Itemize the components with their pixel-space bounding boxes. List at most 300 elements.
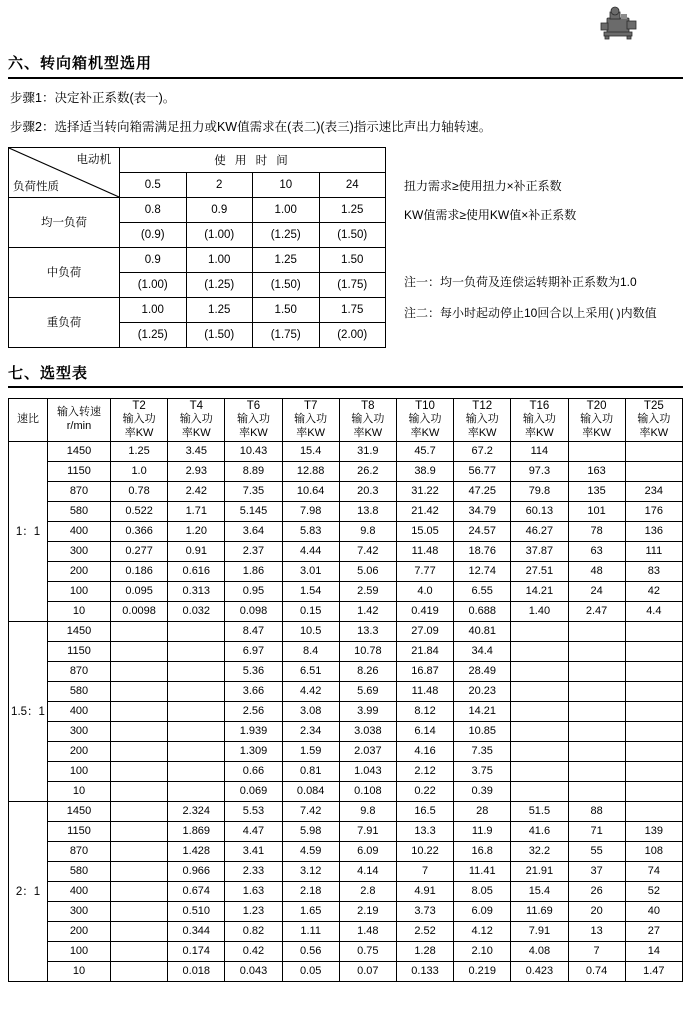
coef-header-row bbox=[9, 147, 386, 172]
power-cell: 7.42 bbox=[339, 541, 396, 561]
power-cell: 0.043 bbox=[225, 961, 282, 981]
model-name: T20 bbox=[586, 399, 607, 412]
power-cell: 8.89 bbox=[225, 461, 282, 481]
coef-cell-paren: (2.00) bbox=[319, 322, 386, 347]
power-cell: 10.78 bbox=[339, 641, 396, 661]
coef-cell: 1.50 bbox=[319, 247, 386, 272]
power-cell: 28 bbox=[454, 801, 511, 821]
coef-cell: 1.75 bbox=[319, 297, 386, 322]
step-2-text: 步骤2：选择适当转向箱需满足扭力或KW值需求在(表二)(表三)指示速比声出力轴转速。 bbox=[10, 119, 492, 134]
rpm-cell: 1450 bbox=[48, 441, 111, 461]
rpm-cell: 200 bbox=[48, 561, 111, 581]
power-cell bbox=[625, 741, 682, 761]
power-cell: 9.8 bbox=[339, 521, 396, 541]
rpm-cell: 1450 bbox=[48, 801, 111, 821]
table-row bbox=[9, 721, 683, 741]
power-cell bbox=[511, 721, 568, 741]
power-cell: 6.14 bbox=[396, 721, 453, 741]
power-cell: 38.9 bbox=[396, 461, 453, 481]
power-cell: 20.3 bbox=[339, 481, 396, 501]
power-cell bbox=[568, 761, 625, 781]
coef-cell: 1.50 bbox=[253, 297, 320, 322]
power-cell: 176 bbox=[625, 501, 682, 521]
power-cell: 0.22 bbox=[396, 781, 453, 801]
coef-row-0-main bbox=[9, 197, 386, 222]
power-cell: 0.366 bbox=[111, 521, 168, 541]
power-cell bbox=[111, 661, 168, 681]
power-cell: 0.688 bbox=[454, 601, 511, 621]
power-cell: 63 bbox=[568, 541, 625, 561]
power-cell bbox=[625, 701, 682, 721]
table-row bbox=[9, 621, 683, 641]
power-cell bbox=[625, 641, 682, 661]
power-cell: 7.35 bbox=[225, 481, 282, 501]
power-cell: 4.08 bbox=[511, 941, 568, 961]
table-row bbox=[9, 761, 683, 781]
coef-usetime-header: 使 用 时 间 bbox=[120, 147, 386, 172]
header-model-3 bbox=[282, 398, 339, 441]
power-cell: 26.2 bbox=[339, 461, 396, 481]
model-unit: 输入功 率KW bbox=[122, 412, 156, 439]
coef-cell: 0.9 bbox=[186, 197, 253, 222]
power-cell: 11.9 bbox=[454, 821, 511, 841]
power-cell bbox=[625, 761, 682, 781]
power-cell: 52 bbox=[625, 881, 682, 901]
power-cell: 2.18 bbox=[282, 881, 339, 901]
coef-cell-paren: (1.50) bbox=[253, 272, 320, 297]
power-cell: 3.08 bbox=[282, 701, 339, 721]
power-cell: 11.48 bbox=[396, 681, 453, 701]
power-cell: 1.48 bbox=[339, 921, 396, 941]
power-cell: 13.3 bbox=[396, 821, 453, 841]
power-cell: 10.43 bbox=[225, 441, 282, 461]
table-row bbox=[9, 481, 683, 501]
coef-cell: 0.9 bbox=[120, 247, 187, 272]
coef-cell-paren: (1.25) bbox=[253, 222, 320, 247]
header-ratio: 速比 bbox=[9, 398, 48, 441]
table-row bbox=[9, 961, 683, 981]
power-cell: 27 bbox=[625, 921, 682, 941]
power-cell: 13.8 bbox=[339, 501, 396, 521]
power-cell: 139 bbox=[625, 821, 682, 841]
coef-cell-paren: (1.75) bbox=[253, 322, 320, 347]
header-model-6 bbox=[454, 398, 511, 441]
power-cell: 4.47 bbox=[225, 821, 282, 841]
coef-corner-cell bbox=[9, 147, 120, 197]
header-model-8 bbox=[568, 398, 625, 441]
power-cell bbox=[111, 621, 168, 641]
model-name: T12 bbox=[472, 399, 493, 412]
coef-corner-load-label: 负荷性质 bbox=[13, 180, 59, 193]
power-cell: 34.4 bbox=[454, 641, 511, 661]
power-cell: 0.522 bbox=[111, 501, 168, 521]
table-row bbox=[9, 581, 683, 601]
power-cell: 0.674 bbox=[168, 881, 225, 901]
power-cell: 40.81 bbox=[454, 621, 511, 641]
power-cell: 3.01 bbox=[282, 561, 339, 581]
ratio-cell: 1：1 bbox=[9, 441, 48, 621]
coef-cell-paren: (1.00) bbox=[120, 272, 187, 297]
power-cell bbox=[111, 881, 168, 901]
power-cell: 1.23 bbox=[225, 901, 282, 921]
power-cell: 7.42 bbox=[282, 801, 339, 821]
coef-cell-paren: (1.25) bbox=[120, 322, 187, 347]
power-cell: 1.42 bbox=[339, 601, 396, 621]
power-cell: 1.65 bbox=[282, 901, 339, 921]
model-name: T7 bbox=[303, 399, 318, 412]
table-row bbox=[9, 921, 683, 941]
rpm-cell: 300 bbox=[48, 721, 111, 741]
power-cell: 42 bbox=[625, 581, 682, 601]
coef-cell-paren: (1.00) bbox=[186, 222, 253, 247]
power-cell: 14 bbox=[625, 941, 682, 961]
power-cell bbox=[111, 921, 168, 941]
power-cell bbox=[111, 761, 168, 781]
power-cell: 31.22 bbox=[396, 481, 453, 501]
coef-row-label-1: 中负荷 bbox=[9, 247, 120, 297]
logo-row bbox=[0, 0, 691, 52]
power-cell: 5.145 bbox=[225, 501, 282, 521]
power-cell: 163 bbox=[568, 461, 625, 481]
rpm-cell: 870 bbox=[48, 481, 111, 501]
header-rpm-line1: 输入转速 bbox=[57, 405, 101, 418]
model-name: T25 bbox=[643, 399, 664, 412]
table-row bbox=[9, 881, 683, 901]
header-rpm bbox=[48, 398, 111, 441]
power-cell bbox=[568, 441, 625, 461]
rpm-cell: 10 bbox=[48, 961, 111, 981]
power-cell: 24 bbox=[568, 581, 625, 601]
step-1-text: 步骤1：决定补正系数(表一)。 bbox=[10, 91, 176, 105]
coef-row-label-0: 均一负荷 bbox=[9, 197, 120, 247]
section-6-rule bbox=[8, 77, 683, 79]
power-cell: 26 bbox=[568, 881, 625, 901]
coef-cell-paren: (1.75) bbox=[319, 272, 386, 297]
power-cell: 8.26 bbox=[339, 661, 396, 681]
power-cell: 3.99 bbox=[339, 701, 396, 721]
power-cell: 0.966 bbox=[168, 861, 225, 881]
section-7-heading: 七、选型表 bbox=[8, 364, 89, 382]
power-cell: 2.037 bbox=[339, 741, 396, 761]
rpm-cell: 1450 bbox=[48, 621, 111, 641]
power-cell: 2.8 bbox=[339, 881, 396, 901]
power-cell bbox=[511, 621, 568, 641]
power-cell: 27.09 bbox=[396, 621, 453, 641]
power-cell: 5.06 bbox=[339, 561, 396, 581]
coef-cell-paren: (0.9) bbox=[120, 222, 187, 247]
model-unit: 输入功 率KW bbox=[522, 412, 556, 439]
rpm-cell: 870 bbox=[48, 841, 111, 861]
power-cell: 0.39 bbox=[454, 781, 511, 801]
table-row bbox=[9, 821, 683, 841]
table-row bbox=[9, 521, 683, 541]
power-cell: 56.77 bbox=[454, 461, 511, 481]
coef-time-0: 0.5 bbox=[120, 172, 187, 197]
power-cell bbox=[168, 641, 225, 661]
power-cell: 3.12 bbox=[282, 861, 339, 881]
power-cell: 0.81 bbox=[282, 761, 339, 781]
power-cell bbox=[625, 461, 682, 481]
header-model-5 bbox=[396, 398, 453, 441]
power-cell bbox=[168, 761, 225, 781]
power-cell: 2.37 bbox=[225, 541, 282, 561]
table-row bbox=[9, 781, 683, 801]
note-kw: KW值需求≥使用KW值×补正系数 bbox=[404, 207, 577, 222]
power-cell: 45.7 bbox=[396, 441, 453, 461]
power-cell: 0.42 bbox=[225, 941, 282, 961]
power-cell: 83 bbox=[625, 561, 682, 581]
power-cell: 27.51 bbox=[511, 561, 568, 581]
power-cell: 12.74 bbox=[454, 561, 511, 581]
power-cell bbox=[111, 641, 168, 661]
power-cell: 7.98 bbox=[282, 501, 339, 521]
power-cell: 2.59 bbox=[339, 581, 396, 601]
power-cell: 1.40 bbox=[511, 601, 568, 621]
table-row bbox=[9, 561, 683, 581]
power-cell: 3.038 bbox=[339, 721, 396, 741]
power-cell: 4.59 bbox=[282, 841, 339, 861]
power-cell: 88 bbox=[568, 801, 625, 821]
ratio-cell: 1.5：1 bbox=[9, 621, 48, 801]
coefficient-table bbox=[8, 147, 386, 348]
header-model-4 bbox=[339, 398, 396, 441]
power-cell: 55 bbox=[568, 841, 625, 861]
header-model-2 bbox=[225, 398, 282, 441]
power-cell: 3.64 bbox=[225, 521, 282, 541]
power-cell: 0.186 bbox=[111, 561, 168, 581]
power-cell: 97.3 bbox=[511, 461, 568, 481]
note-1: 注一：均一负荷及连偿运转期补正系数为1.0 bbox=[404, 274, 637, 289]
power-cell: 0.75 bbox=[339, 941, 396, 961]
power-cell: 4.44 bbox=[282, 541, 339, 561]
power-cell: 7.91 bbox=[511, 921, 568, 941]
coef-time-1: 2 bbox=[186, 172, 253, 197]
power-cell: 1.86 bbox=[225, 561, 282, 581]
power-cell: 108 bbox=[625, 841, 682, 861]
power-cell bbox=[568, 741, 625, 761]
power-cell bbox=[625, 621, 682, 641]
power-cell bbox=[625, 721, 682, 741]
power-cell: 0.56 bbox=[282, 941, 339, 961]
rpm-cell: 1150 bbox=[48, 821, 111, 841]
header-model-0 bbox=[111, 398, 168, 441]
power-cell: 15.4 bbox=[511, 881, 568, 901]
power-cell bbox=[568, 641, 625, 661]
power-cell: 2.52 bbox=[396, 921, 453, 941]
power-cell: 41.6 bbox=[511, 821, 568, 841]
gearbox-logo-icon bbox=[597, 4, 643, 46]
power-cell bbox=[111, 781, 168, 801]
power-cell bbox=[111, 681, 168, 701]
power-cell: 1.939 bbox=[225, 721, 282, 741]
power-cell bbox=[511, 761, 568, 781]
rpm-cell: 10 bbox=[48, 781, 111, 801]
power-cell: 1.54 bbox=[282, 581, 339, 601]
model-unit: 输入功 率KW bbox=[637, 412, 671, 439]
rpm-cell: 1150 bbox=[48, 461, 111, 481]
rpm-cell: 1150 bbox=[48, 641, 111, 661]
coef-cell: 1.00 bbox=[253, 197, 320, 222]
rpm-cell: 580 bbox=[48, 501, 111, 521]
power-cell: 111 bbox=[625, 541, 682, 561]
power-cell bbox=[111, 741, 168, 761]
power-cell: 5.69 bbox=[339, 681, 396, 701]
power-cell: 13 bbox=[568, 921, 625, 941]
coef-row-2-main bbox=[9, 297, 386, 322]
section-7-rule bbox=[8, 386, 683, 388]
power-cell bbox=[568, 621, 625, 641]
table-row bbox=[9, 501, 683, 521]
power-cell: 67.2 bbox=[454, 441, 511, 461]
power-cell: 1.20 bbox=[168, 521, 225, 541]
power-cell: 28.49 bbox=[454, 661, 511, 681]
power-cell: 6.55 bbox=[454, 581, 511, 601]
power-cell: 20 bbox=[568, 901, 625, 921]
selection-table-body bbox=[9, 441, 683, 981]
power-cell bbox=[625, 801, 682, 821]
power-cell: 78 bbox=[568, 521, 625, 541]
power-cell: 0.095 bbox=[111, 581, 168, 601]
power-cell: 3.45 bbox=[168, 441, 225, 461]
coef-time-3: 24 bbox=[319, 172, 386, 197]
power-cell: 0.098 bbox=[225, 601, 282, 621]
coef-cell: 1.25 bbox=[319, 197, 386, 222]
power-cell: 5.53 bbox=[225, 801, 282, 821]
power-cell bbox=[111, 721, 168, 741]
power-cell: 6.97 bbox=[225, 641, 282, 661]
power-cell: 5.98 bbox=[282, 821, 339, 841]
table-row bbox=[9, 901, 683, 921]
power-cell: 4.4 bbox=[625, 601, 682, 621]
power-cell: 14.21 bbox=[511, 581, 568, 601]
model-name: T4 bbox=[189, 399, 203, 412]
power-cell: 51.5 bbox=[511, 801, 568, 821]
power-cell: 1.428 bbox=[168, 841, 225, 861]
table-row bbox=[9, 441, 683, 461]
power-cell: 0.419 bbox=[396, 601, 453, 621]
header-rpm-line2: r/min bbox=[66, 419, 92, 432]
power-cell: 10.85 bbox=[454, 721, 511, 741]
coef-cell-paren: (1.50) bbox=[319, 222, 386, 247]
coef-cell: 0.8 bbox=[120, 197, 187, 222]
model-unit: 输入功 率KW bbox=[580, 412, 614, 439]
power-cell: 11.41 bbox=[454, 861, 511, 881]
power-cell: 0.0098 bbox=[111, 601, 168, 621]
power-cell: 16.5 bbox=[396, 801, 453, 821]
power-cell: 32.2 bbox=[511, 841, 568, 861]
power-cell: 40 bbox=[625, 901, 682, 921]
power-cell: 16.87 bbox=[396, 661, 453, 681]
coef-cell-paren: (1.25) bbox=[186, 272, 253, 297]
power-cell: 9.8 bbox=[339, 801, 396, 821]
coef-cell: 1.25 bbox=[186, 297, 253, 322]
power-cell: 0.07 bbox=[339, 961, 396, 981]
power-cell: 0.74 bbox=[568, 961, 625, 981]
power-cell: 2.324 bbox=[168, 801, 225, 821]
power-cell bbox=[511, 641, 568, 661]
power-cell: 79.8 bbox=[511, 481, 568, 501]
power-cell: 8.12 bbox=[396, 701, 453, 721]
power-cell: 1.11 bbox=[282, 921, 339, 941]
table-row bbox=[9, 541, 683, 561]
header-model-1 bbox=[168, 398, 225, 441]
coef-time-2: 10 bbox=[253, 172, 320, 197]
coefficient-table-wrapper bbox=[8, 147, 691, 348]
power-cell: 8.4 bbox=[282, 641, 339, 661]
model-unit: 输入功 率KW bbox=[351, 412, 385, 439]
power-cell: 21.91 bbox=[511, 861, 568, 881]
power-cell: 3.75 bbox=[454, 761, 511, 781]
power-cell bbox=[511, 781, 568, 801]
power-cell bbox=[625, 681, 682, 701]
power-cell bbox=[511, 661, 568, 681]
power-cell: 0.05 bbox=[282, 961, 339, 981]
power-cell bbox=[568, 701, 625, 721]
power-cell: 21.84 bbox=[396, 641, 453, 661]
power-cell bbox=[111, 901, 168, 921]
header-model-9 bbox=[625, 398, 682, 441]
power-cell: 135 bbox=[568, 481, 625, 501]
power-cell: 101 bbox=[568, 501, 625, 521]
power-cell: 0.66 bbox=[225, 761, 282, 781]
power-cell: 1.63 bbox=[225, 881, 282, 901]
rpm-cell: 870 bbox=[48, 661, 111, 681]
power-cell: 2.93 bbox=[168, 461, 225, 481]
power-cell: 0.032 bbox=[168, 601, 225, 621]
rpm-cell: 10 bbox=[48, 601, 111, 621]
table-row bbox=[9, 861, 683, 881]
power-cell: 3.66 bbox=[225, 681, 282, 701]
power-cell: 2.33 bbox=[225, 861, 282, 881]
power-cell: 2.10 bbox=[454, 941, 511, 961]
note-torque: 扭力需求≥使用扭力×补正系数 bbox=[404, 178, 562, 193]
power-cell: 0.510 bbox=[168, 901, 225, 921]
power-cell bbox=[168, 701, 225, 721]
power-cell: 15.05 bbox=[396, 521, 453, 541]
power-cell: 6.51 bbox=[282, 661, 339, 681]
model-name: T8 bbox=[361, 399, 375, 412]
coef-cell: 1.00 bbox=[186, 247, 253, 272]
power-cell bbox=[511, 681, 568, 701]
coef-row-1-main bbox=[9, 247, 386, 272]
power-cell bbox=[625, 781, 682, 801]
power-cell: 0.344 bbox=[168, 921, 225, 941]
power-cell bbox=[111, 821, 168, 841]
power-cell: 0.423 bbox=[511, 961, 568, 981]
power-cell bbox=[111, 961, 168, 981]
power-cell: 4.0 bbox=[396, 581, 453, 601]
power-cell bbox=[111, 841, 168, 861]
power-cell: 0.133 bbox=[396, 961, 453, 981]
power-cell: 3.41 bbox=[225, 841, 282, 861]
power-cell: 0.15 bbox=[282, 601, 339, 621]
power-cell: 0.084 bbox=[282, 781, 339, 801]
table-row bbox=[9, 701, 683, 721]
rpm-cell: 300 bbox=[48, 901, 111, 921]
power-cell: 37.87 bbox=[511, 541, 568, 561]
power-cell bbox=[511, 741, 568, 761]
model-unit: 输入功 率KW bbox=[236, 412, 270, 439]
power-cell: 5.36 bbox=[225, 661, 282, 681]
power-cell: 4.12 bbox=[454, 921, 511, 941]
power-cell: 37 bbox=[568, 861, 625, 881]
power-cell: 0.313 bbox=[168, 581, 225, 601]
power-cell: 74 bbox=[625, 861, 682, 881]
rpm-cell: 100 bbox=[48, 581, 111, 601]
power-cell: 0.78 bbox=[111, 481, 168, 501]
power-cell: 6.09 bbox=[339, 841, 396, 861]
power-cell: 10.22 bbox=[396, 841, 453, 861]
